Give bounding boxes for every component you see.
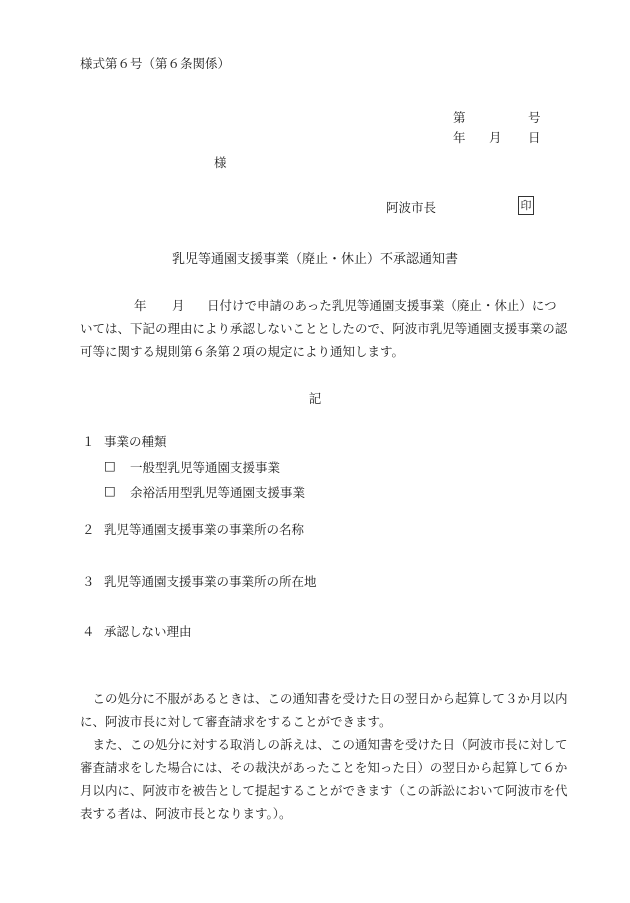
issuer-name: 阿波市長 (386, 200, 437, 215)
item-number: ４ (82, 624, 95, 639)
notice-line: また、この処分に対する取消しの訴えは、この通知書を受けた日（阿波市長に対して (92, 737, 568, 752)
notice-line: 審査請求をした場合には、その裁決があったことを知った日）の翌日から起算して６か (80, 760, 568, 775)
ki-heading: 記 (308, 391, 322, 406)
date-year-label: 年 (453, 130, 466, 145)
document-number-prefix: 第 (453, 110, 466, 125)
notice-line: に、阿波市長に対して審査請求をすることができます。 (80, 714, 392, 729)
item-label-facility-address: 乳児等通園支援事業の事業所の所在地 (104, 574, 317, 589)
item-number: ３ (82, 574, 95, 589)
checkbox-label: 一般型乳児等通園支援事業 (130, 460, 281, 475)
body-text-line: いては、下記の理由により承認しないこととしたので、阿波市乳児等通園支援事業の認 (80, 321, 568, 336)
item-number: １ (82, 434, 95, 449)
checkbox-surplus-type[interactable]: □ (104, 483, 116, 498)
document-number-suffix: 号 (528, 110, 541, 125)
document-title: 乳児等通園支援事業（廃止・休止）不承認通知書 (171, 252, 458, 267)
checkbox-label: 余裕活用型乳児等通園支援事業 (130, 485, 306, 500)
body-year-label: 年 (134, 298, 147, 313)
notice-line: この処分に不服があるときは、この通知書を受けた日の翌日から起算して３か月以内 (92, 691, 568, 706)
body-month-label: 月 (172, 298, 185, 313)
checkbox-general-type[interactable]: □ (104, 458, 116, 473)
notice-line: 表する者は、阿波市長となります。）。 (80, 806, 292, 821)
item-number: ２ (82, 522, 95, 537)
addressee-honorific: 様 (214, 155, 227, 170)
item-label-business-type: 事業の種類 (104, 434, 167, 449)
body-text-line: 日付けで申請のあった乳児等通園支援事業（廃止・休止）につ (207, 298, 557, 313)
date-day-label: 日 (528, 130, 541, 145)
item-label-reason: 承認しない理由 (104, 624, 192, 639)
seal-stamp-box: 印 (518, 196, 534, 215)
form-number-label: 様式第６号（第６条関係） (80, 56, 231, 71)
date-month-label: 月 (489, 130, 502, 145)
item-label-facility-name: 乳児等通園支援事業の事業所の名称 (104, 522, 305, 537)
body-text-line: 可等に関する規則第６条第２項の規定により通知します。 (80, 344, 405, 359)
notice-line: 月以内に、阿波市を被告として提起することができます（この訴訟において阿波市を代 (80, 783, 568, 798)
